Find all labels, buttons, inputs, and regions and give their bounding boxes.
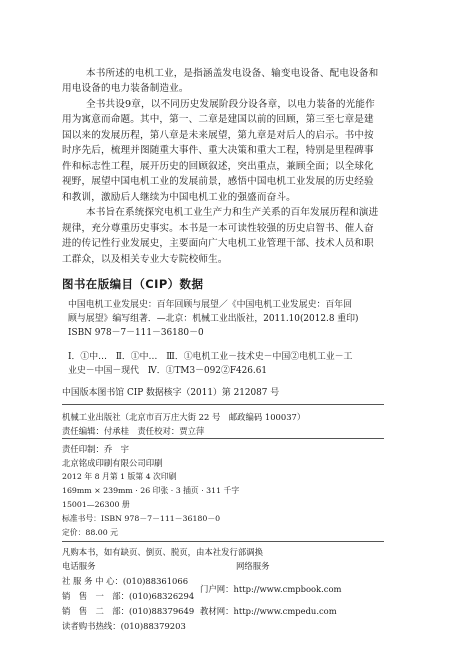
edition-line: 2012 年 8 月第 1 版第 4 次印刷 <box>62 472 177 481</box>
cip-classification-line1: Ⅰ．①中… Ⅱ．①中… Ⅲ．①电机工业－技术史－中国②电机工业－工 <box>68 352 353 362</box>
intro-p3-line3: 进的传记性行业发展史，主要面向广大电机工业管理干部、技术人员和职 <box>62 238 374 249</box>
phone-service-center: 社 服 务 中 心：(010)88361066 <box>62 576 189 586</box>
cip-classification-line2: 业史－中国－现代 Ⅳ．①TM3－092②F426.61 <box>68 366 268 376</box>
intro-p3-line4: 工群众，以及相关专业大专院校师生。 <box>62 254 228 265</box>
intro-p3-line1: 本书旨在系统探究电机工业生产力和生产关系的百年发展历程和演进 <box>86 207 379 218</box>
cip-isbn: ISBN 978－7－111－36180－0 <box>68 328 204 338</box>
divider-top <box>62 404 384 405</box>
phone-sales-1: 销 售 一 部：(010)68326294 <box>62 591 195 601</box>
intro-p2-line4: 时序先后，梳理并图随重大事件、重大决策和重大工程，特别是里程碑事 <box>62 145 374 156</box>
printer-name: 北京铭成印刷有限公司印刷 <box>62 458 163 468</box>
intro-p1-line1: 本书所述的电机工业，是指涵盖发电设备、输变电设备、配电设备和 <box>86 68 379 79</box>
intro-p1-line2: 用电设备的电力装备制造业。 <box>62 83 189 94</box>
editor-line: 责任编辑：付承桂 责任校对：贾立萍 <box>62 426 205 436</box>
cip-line2: 顾与展望》编写组著．—北京：机械工业出版社，2011.10(2012.8 重印) <box>68 314 359 324</box>
intro-p2-line6: 视野，展望中国电机工业的发展前景，感悟中国电机工业发展的历史经验 <box>62 176 374 187</box>
copies-line: 15001—26300 册 <box>62 500 130 509</box>
cip-core-number: 中国版本图书馆 CIP 数据核字（2011）第 212087 号 <box>62 388 280 398</box>
divider-bottom <box>62 541 384 542</box>
standard-isbn: 标准书号：ISBN 978－7－111－36180－0 <box>62 514 221 523</box>
divider-middle <box>62 438 384 439</box>
cip-line1: 中国电机工业发展史：百年回顾与展望／《中国电机工业发展史：百年回 <box>68 300 352 310</box>
intro-p2-line7: 和教训，激励后人继续为中国电机工业的强盛而奋斗。 <box>62 192 296 203</box>
cip-heading: 图书在版编目（CIP）数据 <box>62 277 204 291</box>
phone-service-header: 电话服务 <box>62 561 96 571</box>
print-manager-line: 责任印制：乔 宇 <box>62 444 129 454</box>
price-line: 定价：88.00 元 <box>62 528 118 537</box>
portal-website: 门户网：http://www.cmpbook.com <box>200 584 342 594</box>
intro-p2-line2: 用为寓意而命题。其中，第一、二章是建国以前的回顾，第三至七章是建 <box>62 114 374 125</box>
publisher-name: 机械工业出版社（北京市百万庄大街 22 号 邮政编码 100037） <box>62 412 306 422</box>
phone-sales-2: 销 售 二 部：(010)88379649 <box>62 606 195 616</box>
textbook-website: 教材网：http://www.cmpedu.com <box>200 606 337 616</box>
network-service-header: 网络服务 <box>236 561 270 571</box>
format-line: 169mm × 239mm · 26 印张 · 3 插页 · 311 千字 <box>62 486 240 495</box>
intro-p3-line2: 规律，充分尊重历史事实。本书是一本可读性较强的历史启智书、催人奋 <box>62 223 374 234</box>
intro-p2-line3: 国以来的发展历程，第八章是未来展望，第九章是对后人的启示。书中按 <box>62 130 374 141</box>
exchange-notice: 凡购本书，如有缺页、倒页、脱页，由本社发行部调换 <box>62 547 263 557</box>
intro-p2-line5: 件和标志性工程，展开历史的回顾叙述，突出重点，兼顾全面；以全球化 <box>62 161 374 172</box>
intro-p2-line1: 全书共设9章，以不同历史发展阶段分设各章，以电力装备的光能作 <box>86 99 375 110</box>
phone-reader-hotline: 读者购书热线：(010)88379203 <box>62 621 186 631</box>
